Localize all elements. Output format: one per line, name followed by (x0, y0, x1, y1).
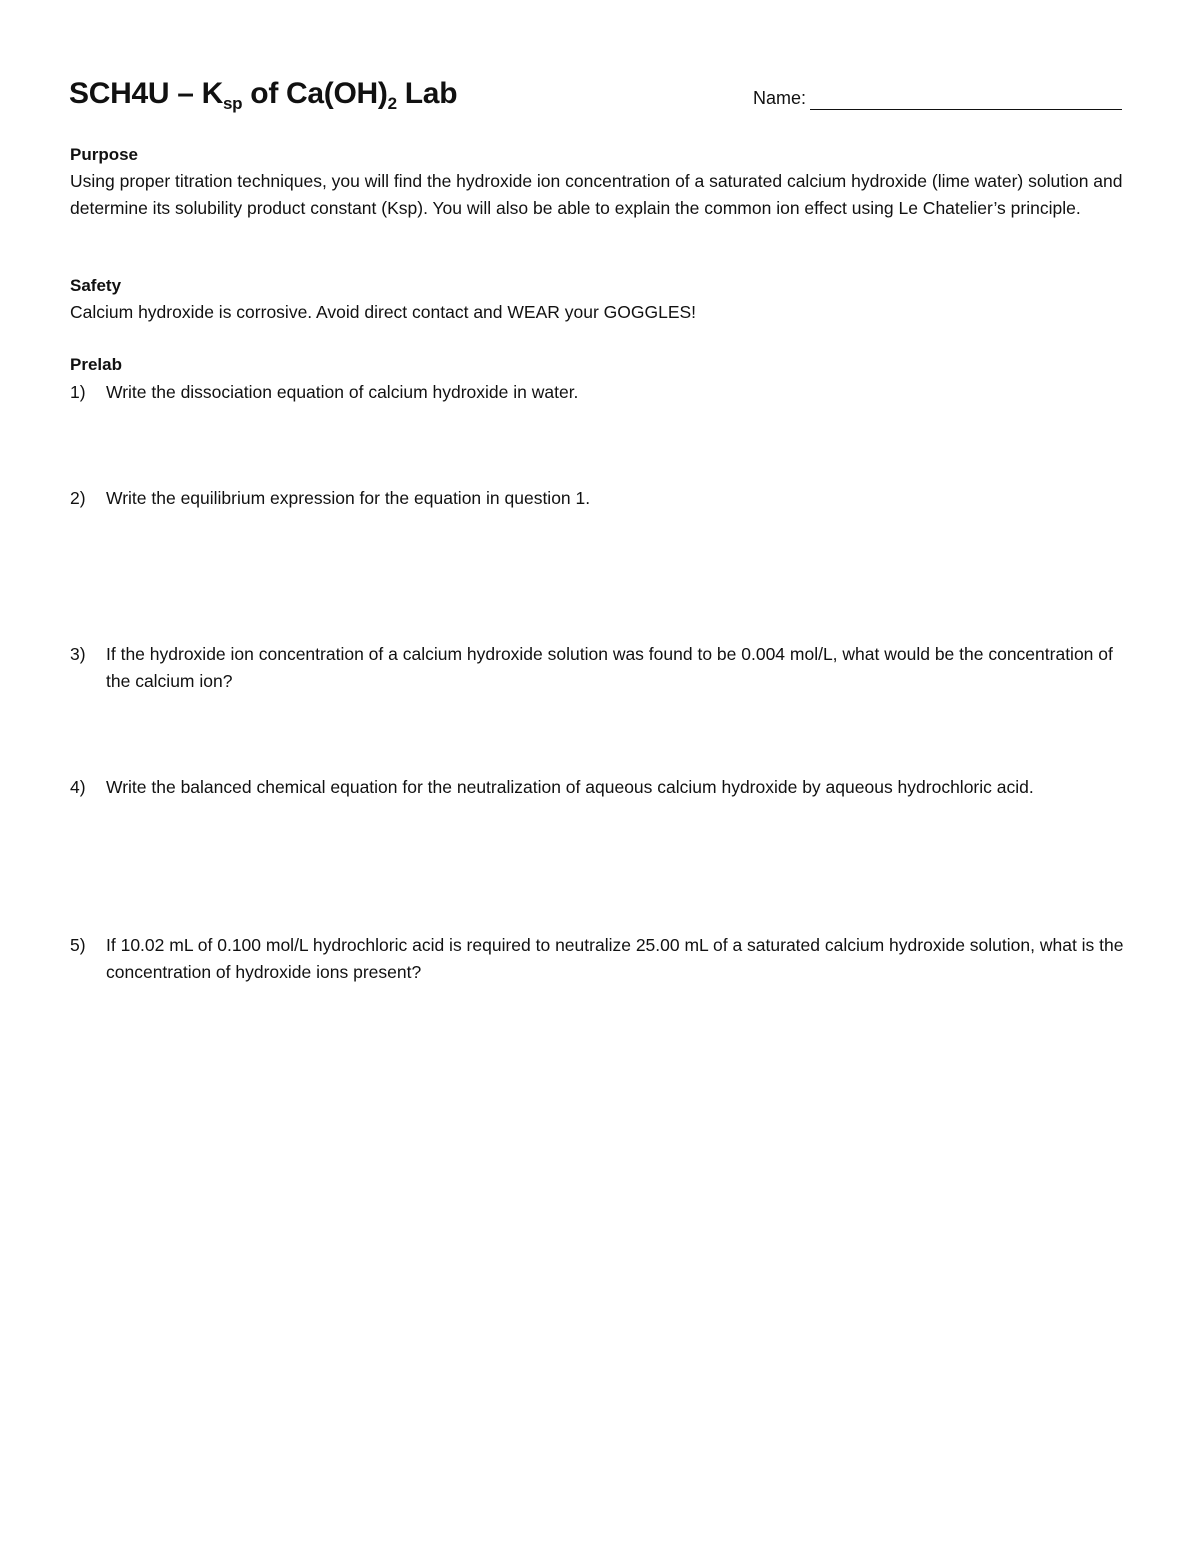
page-title (69, 76, 457, 112)
prelab-heading: Prelab (70, 355, 122, 374)
safety-heading: Safety (70, 276, 122, 295)
question-text: If 10.02 mL of 0.100 mol/L hydrochloric acid is required to neutralize 25.00 mL of a saturated calcium hydroxide solution, what is the concentration of hydroxide ions present? (106, 935, 1124, 982)
prelab-question-3 (70, 641, 1132, 694)
name-blank-line[interactable] (810, 89, 1122, 110)
title-subscript-sp: sp (223, 94, 243, 113)
question-text: Write the equilibrium expression for the equation in question 1. (106, 488, 591, 508)
question-text: Write the balanced chemical equation for the neutralization of aqueous calcium hydroxide by aqueous hydrochloric acid. (106, 777, 1034, 797)
question-text: Write the dissociation equation of calcium hydroxide in water. (106, 382, 579, 402)
safety-body: Calcium hydroxide is corrosive. Avoid direct contact and WEAR your GOGGLES! (70, 302, 697, 322)
prelab-question-5 (70, 932, 1132, 985)
question-number: 4) (70, 777, 86, 797)
title-subscript-2: 2 (387, 94, 397, 113)
prelab-question-1 (70, 379, 1132, 406)
question-text: If the hydroxide ion concentration of a calcium hydroxide solution was found to be 0.004 mol/L, what would be the concentration of the calcium ion? (106, 644, 1113, 691)
title-prefix: SCH4U – K (69, 77, 224, 110)
name-field (753, 86, 1122, 110)
purpose-body: Using proper titration techniques, you will find the hydroxide ion concentration of a saturated calcium hydroxide (lime water) solution and determine its solubility product constant (Ksp). You will also be able to explain the common ion effect using Le Chatelier’s principle. (70, 171, 1123, 218)
title-middle: of Ca(OH) (242, 77, 388, 110)
question-number: 5) (70, 935, 86, 955)
purpose-heading: Purpose (70, 145, 139, 164)
name-label: Name: (753, 88, 807, 108)
prelab-question-2 (70, 485, 1132, 512)
question-number: 2) (70, 488, 86, 508)
question-number: 1) (70, 382, 86, 402)
title-suffix: Lab (396, 77, 458, 110)
prelab-question-4 (70, 774, 1132, 801)
question-number: 3) (70, 644, 86, 664)
